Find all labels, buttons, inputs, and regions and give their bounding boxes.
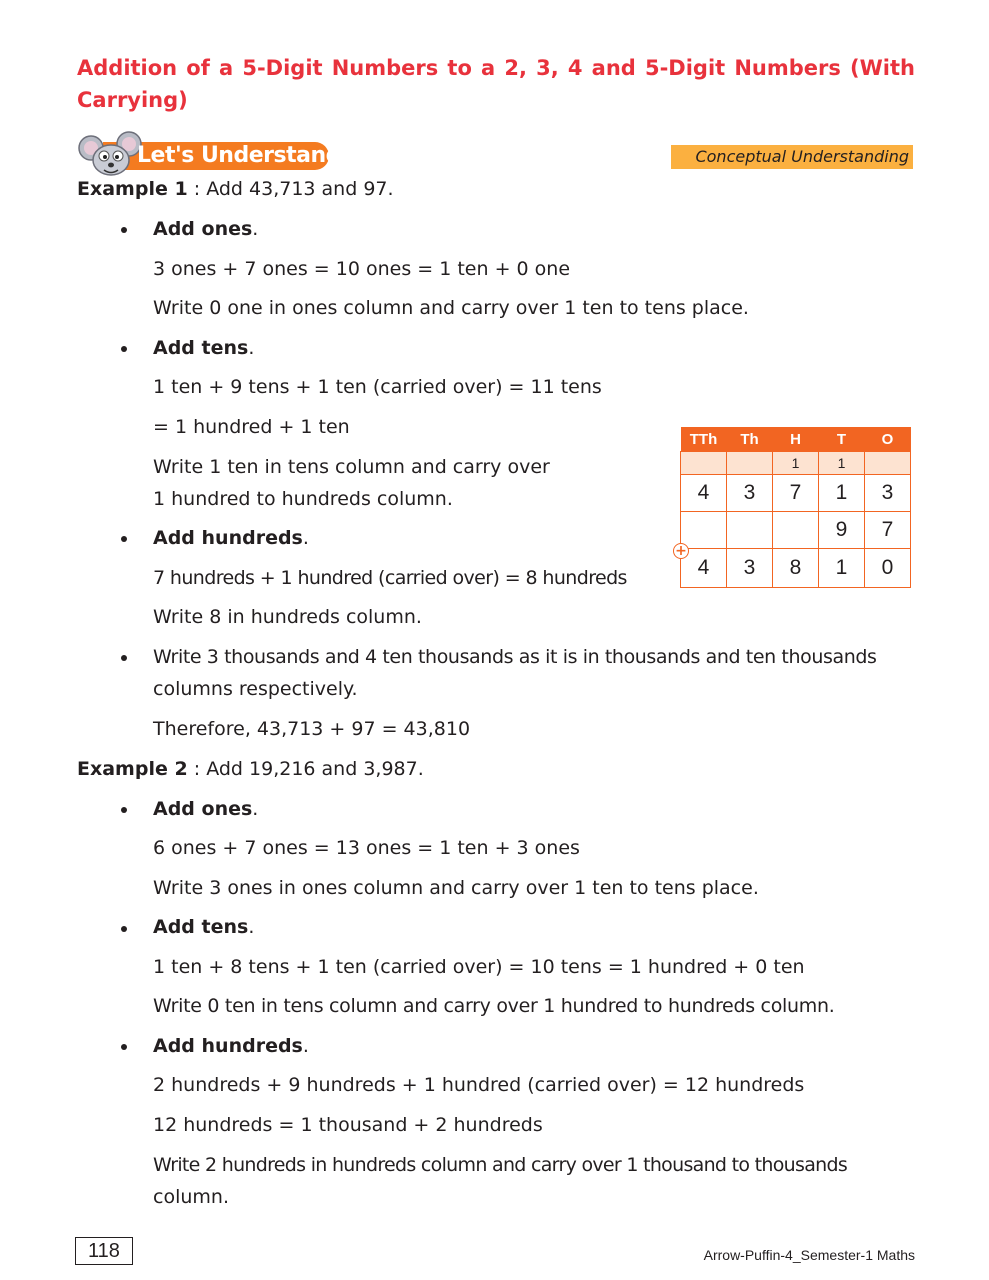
step-line: Write 8 in hundreds column. (153, 606, 422, 628)
table-header-row (681, 427, 911, 452)
table-cell: 1 (819, 475, 865, 512)
table-cell: 7 (773, 475, 819, 512)
lets-understand-badge (77, 138, 341, 172)
example-question: : Add 19,216 and 3,987. (193, 758, 424, 780)
table-cell: 8 (773, 549, 819, 588)
step-title: Add hundreds. (153, 527, 309, 549)
step-line: 2 hundreds + 9 hundreds + 1 hundred (carried over) = 12 hundreds (153, 1074, 805, 1096)
table-cell: 1 (819, 452, 865, 475)
table-cell: 9 (819, 512, 865, 549)
table-cell: 7 (865, 512, 911, 549)
section-heading: Addition of a 5-Digit Numbers to a 2, 3, 4 and 5-Digit Numbers (With Carrying) (77, 56, 915, 112)
step-line: Write 2 hundreds in hundreds column and carry over 1 thousand to thousands (153, 1154, 848, 1176)
table-header: H (773, 427, 819, 452)
step-line: 3 ones + 7 ones = 10 ones = 1 ten + 0 one (153, 258, 571, 280)
table-header: T (819, 427, 865, 452)
table-header: Th (727, 427, 773, 452)
page-number: 118 (75, 1237, 133, 1265)
step-title: Add hundreds. (153, 1035, 309, 1057)
therefore-line: Therefore, 43,713 + 97 = 43,810 (153, 718, 471, 740)
badge-label: Let's Understand (137, 143, 341, 168)
bullet-icon (121, 655, 127, 661)
bullet-icon (121, 346, 127, 352)
table-cell (865, 452, 911, 475)
conceptual-understanding-tag: Conceptual Understanding (671, 145, 913, 169)
step-title: Add ones. (153, 218, 259, 240)
table-cell: 3 (727, 475, 773, 512)
table-header: O (865, 427, 911, 452)
place-value-table (680, 427, 911, 588)
table-cell: 1 (773, 452, 819, 475)
step-line: 1 ten + 8 tens + 1 ten (carried over) = 10 tens = 1 hundred + 0 ten (153, 956, 805, 978)
bullet-icon (121, 807, 127, 813)
table-cell (727, 452, 773, 475)
step-line: Write 3 thousands and 4 ten thousands as it is in thousands and ten thousands (153, 646, 877, 668)
table-cell (773, 512, 819, 549)
table-cell (681, 452, 727, 475)
table-cell: 0 (865, 549, 911, 588)
table-cell: 1 (819, 549, 865, 588)
bullet-icon (121, 227, 127, 233)
table-cell (681, 512, 727, 549)
step-line: columns respectively. (153, 678, 358, 700)
table-cell: 4 (681, 475, 727, 512)
example-label: Example 2 (77, 758, 188, 780)
mouse-mascot-icon (77, 130, 145, 178)
step-line: 7 hundreds + 1 hundred (carried over) = 8 hundreds (153, 567, 627, 589)
table-header: TTh (681, 427, 727, 452)
step-line: = 1 hundred + 1 ten (153, 416, 350, 438)
step-line: column. (153, 1186, 229, 1208)
carry-row (681, 452, 911, 475)
plus-icon: + (673, 543, 689, 559)
table-cell (727, 512, 773, 549)
table-cell: 3 (865, 475, 911, 512)
step-line: Write 3 ones in ones column and carry over 1 ten to tens place. (153, 877, 759, 899)
step-line: Write 0 one in ones column and carry over 1 ten to tens place. (153, 297, 749, 319)
example-1-title (77, 177, 394, 201)
book-footer: Arrow-Puffin-4_Semester-1 Maths (703, 1247, 915, 1263)
addend-row (681, 475, 911, 512)
bullet-icon (121, 926, 127, 932)
example-2-title (77, 757, 424, 781)
step-line: 6 ones + 7 ones = 13 ones = 1 ten + 3 ones (153, 837, 580, 859)
step-title: Add tens. (153, 916, 255, 938)
bullet-icon (121, 536, 127, 542)
example-question: : Add 43,713 and 97. (193, 178, 394, 200)
table-cell: 4 (681, 549, 727, 588)
step-title: Add tens. (153, 337, 255, 359)
addend-row (681, 512, 911, 549)
step-line: 1 hundred to hundreds column. (153, 488, 453, 510)
step-line: Write 0 ten in tens column and carry over 1 hundred to hundreds column. (153, 995, 835, 1017)
step-line: 1 ten + 9 tens + 1 ten (carried over) = 11 tens (153, 376, 602, 398)
result-row (681, 549, 911, 588)
step-line: 12 hundreds = 1 thousand + 2 hundreds (153, 1114, 543, 1136)
step-title: Add ones. (153, 798, 259, 820)
step-line: Write 1 ten in tens column and carry over (153, 456, 550, 478)
bullet-icon (121, 1044, 127, 1050)
table-cell: 3 (727, 549, 773, 588)
example-label: Example 1 (77, 178, 188, 200)
